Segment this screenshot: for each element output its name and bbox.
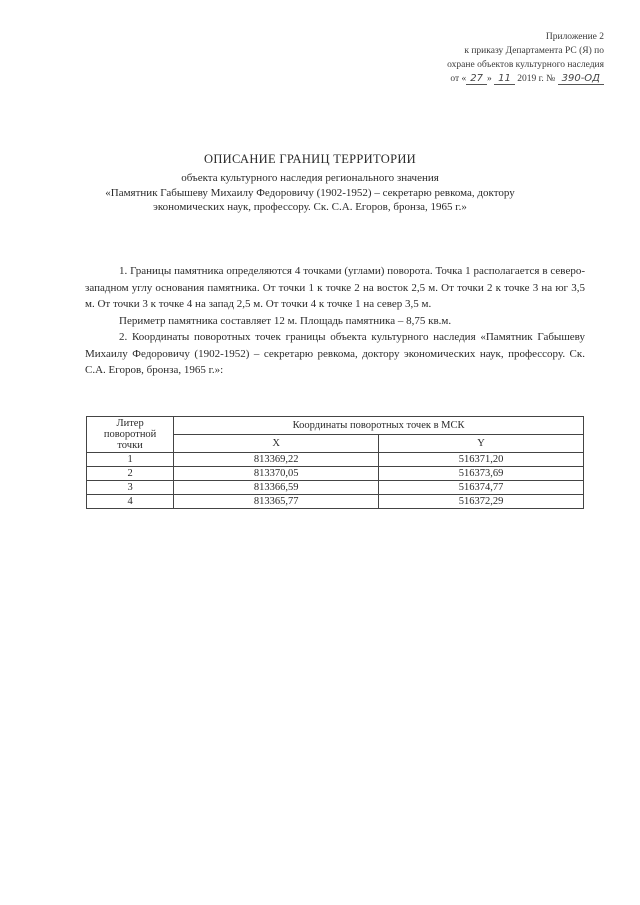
appendix-line-3: охране объектов культурного наследия: [447, 60, 604, 70]
cell-point: 1: [87, 453, 174, 467]
date-month: 11: [494, 73, 515, 85]
cell-point: 2: [87, 467, 174, 481]
subtitle-line-3: экономических наук, профессору. Ск. С.А. Егоров, бронза, 1965 г.»: [153, 201, 467, 213]
appendix-header: [374, 30, 604, 86]
paragraph-boundaries: 1. Границы памятника определяются 4 точками (углами) поворота. Точка 1 располагается в северо-западном углу основания памятника. От точки 1 к точке 2 на восток 2,5 м. От точки 2 к точке 3 на юг 3,5 м. От точки 3 к точке 4 на запад 2,5 м. От точки 4 к точке 1 на север 3,5 м.: [85, 265, 585, 310]
table-row: [87, 495, 584, 509]
subtitle-line-2: «Памятник Габышеву Михаилу Федоровичу (1902-1952) – секретарю ревкома, доктору: [105, 186, 515, 199]
table-row: [87, 481, 584, 495]
cell-x: 813365,77: [174, 495, 379, 509]
cell-point: 3: [87, 481, 174, 495]
header-litera: Литер поворотной точки: [87, 417, 174, 453]
cell-y: 516374,77: [379, 481, 584, 495]
order-number: 390-ОД: [558, 73, 604, 85]
cell-x: 813369,22: [174, 453, 379, 467]
date-day: 27: [466, 73, 487, 85]
document-title: ОПИСАНИЕ ГРАНИЦ ТЕРРИТОРИИ: [204, 152, 416, 166]
header-y: Y: [379, 435, 584, 453]
cell-x: 813370,05: [174, 467, 379, 481]
cell-point: 4: [87, 495, 174, 509]
appendix-date-line: [374, 72, 604, 86]
subtitle-line-1: объекта культурного наследия регионального значения: [181, 172, 439, 184]
table-header-row: [87, 417, 584, 435]
document-body: [85, 263, 585, 379]
header-x: X: [174, 435, 379, 453]
cell-y: 516372,29: [379, 495, 584, 509]
appendix-line-1: Приложение 2: [545, 32, 604, 42]
paragraph-perimeter: Периметр памятника составляет 12 м. Площадь памятника – 8,75 кв.м.: [119, 314, 452, 327]
paragraph-coordinates-intro: 2. Координаты поворотных точек границы объекта культурного наследия «Памятник Габышеву Михаилу Федоровичу (1902-1952) – секретарю ревкома, доктору экономических наук, профессору. Ск. С.А. Егоров, бронза, 1965 г.»:: [85, 331, 585, 376]
cell-y: 516373,69: [379, 467, 584, 481]
cell-x: 813366,59: [174, 481, 379, 495]
date-prefix: от «: [450, 74, 467, 84]
date-year: 2019 г. №: [517, 74, 556, 84]
title-block: [90, 152, 530, 215]
header-coordinates: Координаты поворотных точек в МСК: [174, 417, 584, 435]
cell-y: 516371,20: [379, 453, 584, 467]
date-mid: »: [486, 74, 492, 84]
coordinates-table: [86, 416, 584, 509]
table-row: [87, 453, 584, 467]
appendix-line-2: к приказу Департамента РС (Я) по: [464, 46, 604, 56]
table-row: [87, 467, 584, 481]
